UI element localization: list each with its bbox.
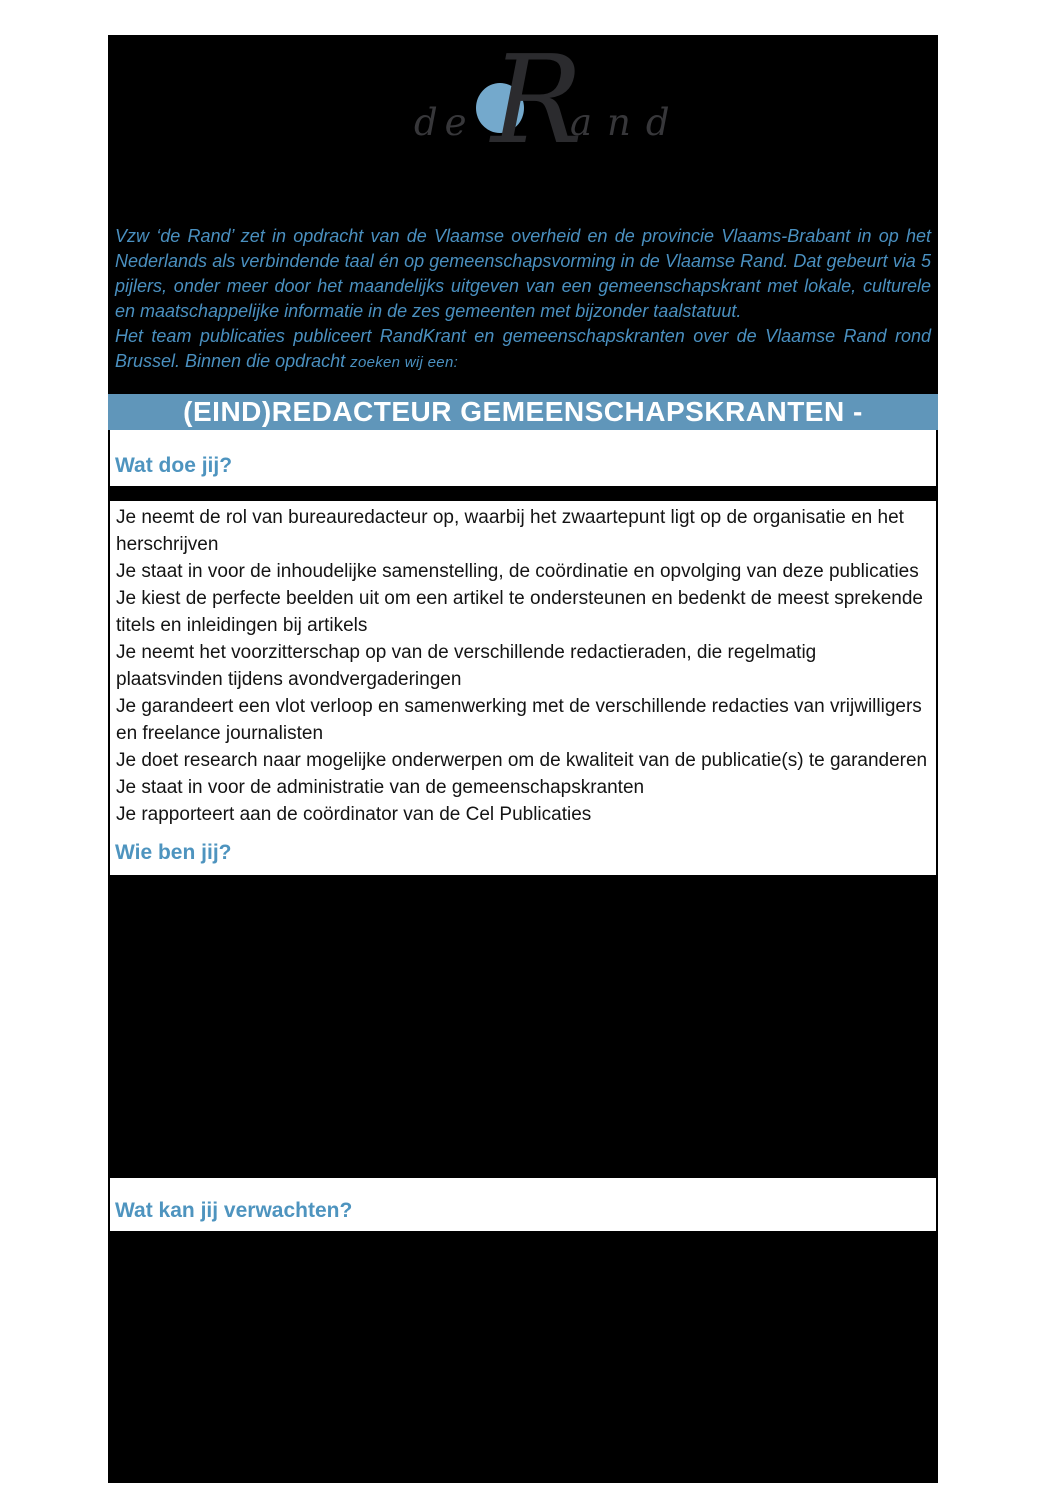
intro-paragraph-1: Vzw ‘de Rand’ zet in opdracht van de Vlaamse overheid en de provincie Vlaams-Brabant in op het Nederlands als verbindende taal én op gemeenschapsvorming in de Vlaamse Rand. Dat gebeurt via 5 pijlers, onder meer door het maandelijks uitgeven van een gemeenschapskrant met lokale, culturele en maatschappelijke informatie in de zes gemeenten met bijzonder taalstatuut.	[115, 226, 931, 321]
intro-paragraph-2-small: zoeken wij een:	[350, 354, 459, 371]
redacted-block-wat-kan-jij-verwachten	[110, 1231, 936, 1483]
intro-text	[108, 187, 938, 375]
logo-text-and: and	[570, 101, 685, 144]
task-list	[110, 501, 936, 828]
task-item: Je staat in voor de inhoudelijke samenstelling, de coördinatie en opvolging van deze publicaties	[116, 561, 919, 582]
section-heading-wie-ben-jij: Wie ben jij?	[115, 841, 232, 864]
divider-black-band	[110, 486, 936, 501]
logo-letter-r: R	[491, 29, 583, 171]
document-page	[108, 29, 938, 1483]
task-item: Je staat in voor de administratie van de gemeenschapskranten	[116, 777, 645, 798]
de-rand-logo	[108, 29, 938, 187]
redacted-block-wie-ben-jij	[110, 875, 936, 1178]
task-item: Je kiest de perfecte beelden uit om een artikel te ondersteunen en bedenkt de meest sprekende titels en inleidingen bij artikels	[116, 588, 923, 636]
body-section	[108, 430, 938, 1483]
section-heading-wat-doe-jij: Wat doe jij?	[115, 454, 233, 477]
logo-text-de: de	[414, 101, 474, 144]
job-title: (EIND)REDACTEUR GEMEENSCHAPSKRANTEN -	[183, 396, 863, 427]
task-item: Je rapporteert aan de coördinator van de Cel Publicaties	[116, 804, 592, 825]
task-item: Je neemt het voorzitterschap op van de verschillende redactieraden, die regelmatig plaatsvinden tijdens avondvergaderingen	[116, 642, 817, 690]
header-block	[108, 29, 938, 394]
intro-paragraph-2-main: Het team publicaties publiceert RandKrant en gemeenschapskranten over de Vlaamse Rand rond Brussel. Binnen die opdracht	[115, 326, 931, 371]
job-title-banner	[108, 394, 938, 430]
task-item: Je doet research naar mogelijke onderwerpen om de kwaliteit van de publicatie(s) te garanderen	[116, 750, 928, 771]
intro-paragraph-2	[115, 324, 931, 375]
task-item: Je garandeert een vlot verloop en samenwerking met de verschillende redacties van vrijwilligers en freelance journalisten	[116, 696, 922, 744]
task-item: Je neemt de rol van bureauredacteur op, waarbij het zwaartepunt ligt op de organisatie en het herschrijven	[116, 507, 904, 555]
section-heading-wat-kan-jij-verwachten: Wat kan jij verwachten?	[115, 1199, 353, 1222]
